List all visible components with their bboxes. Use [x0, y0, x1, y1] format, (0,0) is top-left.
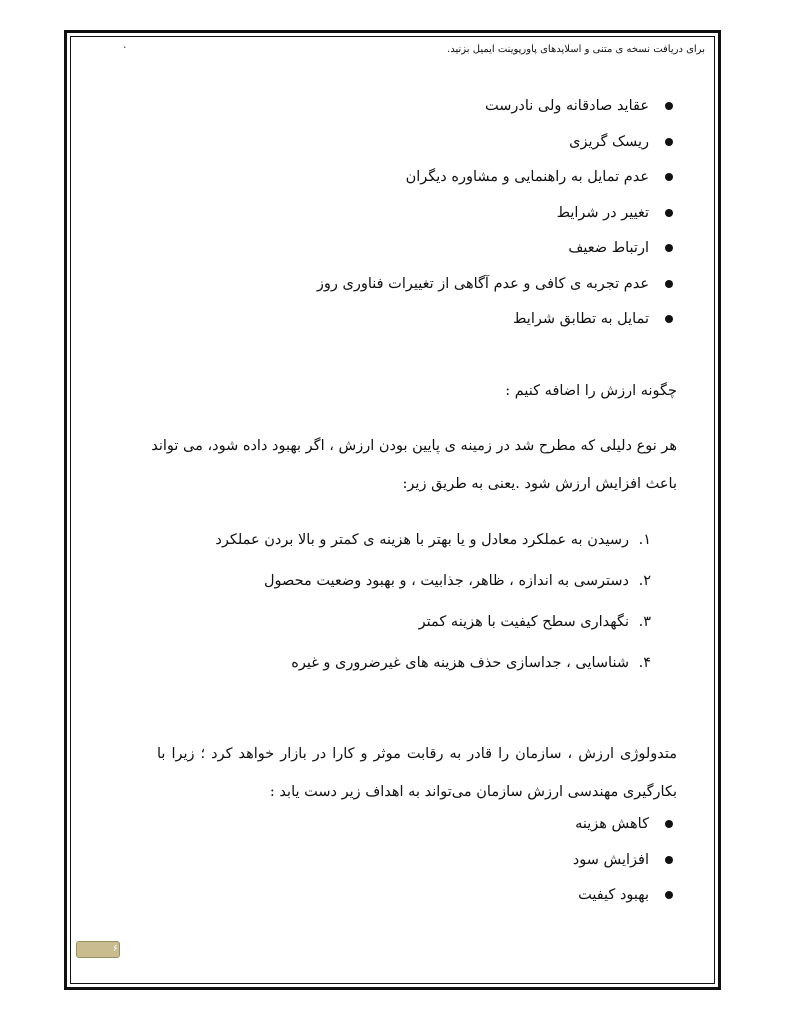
list-item — [180, 653, 651, 694]
list-item-text: نگهداری سطح کیفیت با هزینه کمتر — [418, 614, 629, 630]
paragraph-line: متدولوژی ارزش ، سازمان را قادر به رقابت موثر و کارا در بازار خواهد کرد ؛ زیرا با — [157, 746, 677, 762]
list-number: ۱. — [638, 532, 651, 548]
paragraph-intro — [151, 436, 677, 512]
bullet-dot-icon — [665, 856, 673, 864]
list-item-text: عدم تجربه ی کافی و عدم آگاهی از تغییرات فناوری روز — [316, 275, 649, 292]
paragraph-line: باعث افزایش ارزش شود .یعنی به طریق زیر: — [402, 476, 677, 492]
top-bullet-list-container — [150, 96, 675, 345]
section-heading: چگونه ارزش را اضافه کنیم : — [505, 383, 677, 399]
page-header-mark: ۰ — [122, 42, 128, 53]
list-item-text: بهبود کیفیت — [578, 887, 649, 903]
list-item — [150, 814, 675, 850]
list-item-text: رسیدن به عملکرد معادل و یا بهتر با هزینه ی کمتر و بالا بردن عملکرد — [215, 532, 629, 548]
list-item — [180, 530, 651, 571]
list-item — [150, 167, 675, 203]
list-number: ۳. — [638, 614, 651, 630]
bottom-bullet-list-container — [150, 814, 675, 921]
bullet-dot-icon — [665, 891, 673, 899]
list-item — [150, 132, 675, 168]
paragraph-line: هر نوع دلیلی که مطرح شد در زمینه ی پایین بودن ارزش ، اگر بهبود داده شود، می تواند — [151, 438, 677, 454]
list-item — [150, 309, 675, 345]
page-number-badge: ۶ — [76, 941, 120, 958]
list-item — [150, 274, 675, 310]
bullet-dot-icon — [665, 173, 673, 181]
bullet-dot-icon — [665, 820, 673, 828]
list-item-text: عدم تمایل به راهنمایی و مشاوره دیگران — [405, 169, 649, 185]
list-item — [150, 203, 675, 239]
bottom-bullet-list — [150, 814, 675, 921]
list-number: ۲. — [638, 573, 651, 589]
top-bullet-list — [150, 96, 675, 345]
bullet-dot-icon — [665, 138, 673, 146]
list-number: ۴. — [638, 655, 651, 671]
list-item-text: ریسک گریزی — [569, 133, 649, 150]
list-item-text: تمایل به تطابق شرایط — [513, 311, 649, 327]
list-item — [180, 612, 651, 653]
paragraph-line: بکارگیری مهندسی ارزش سازمان می‌تواند به اهداف زیر دست یابد : — [269, 784, 677, 800]
list-item — [180, 571, 651, 612]
list-item-text: دسترسی به اندازه ، ظاهر، جذابیت ، و بهبود وضعیت محصول — [263, 573, 629, 589]
bullet-dot-icon — [665, 315, 673, 323]
bullet-dot-icon — [665, 244, 673, 252]
numbered-list — [180, 530, 651, 694]
list-item-text: تغییر در شرایط — [556, 204, 649, 221]
list-item-text: شناسایی ، جداسازی حذف هزینه های غیرضروری و غیره — [291, 655, 629, 671]
bullet-dot-icon — [665, 209, 673, 217]
list-item-text: عقاید صادقانه ولی نادرست — [484, 98, 649, 114]
paragraph-methodology — [157, 744, 677, 820]
bullet-dot-icon — [665, 102, 673, 110]
list-item — [150, 885, 675, 921]
list-item-text: ارتباط ضعیف — [568, 240, 649, 256]
list-item — [150, 850, 675, 886]
list-item — [150, 96, 675, 132]
list-item-text: کاهش هزینه — [575, 816, 649, 832]
list-item — [150, 238, 675, 274]
page-header-text: برای دریافت نسخه ی متنی و اسلایدهای پاورپوینت ایمیل بزنید. — [447, 44, 705, 55]
bullet-dot-icon — [665, 280, 673, 288]
list-item-text: افزایش سود — [572, 851, 649, 868]
